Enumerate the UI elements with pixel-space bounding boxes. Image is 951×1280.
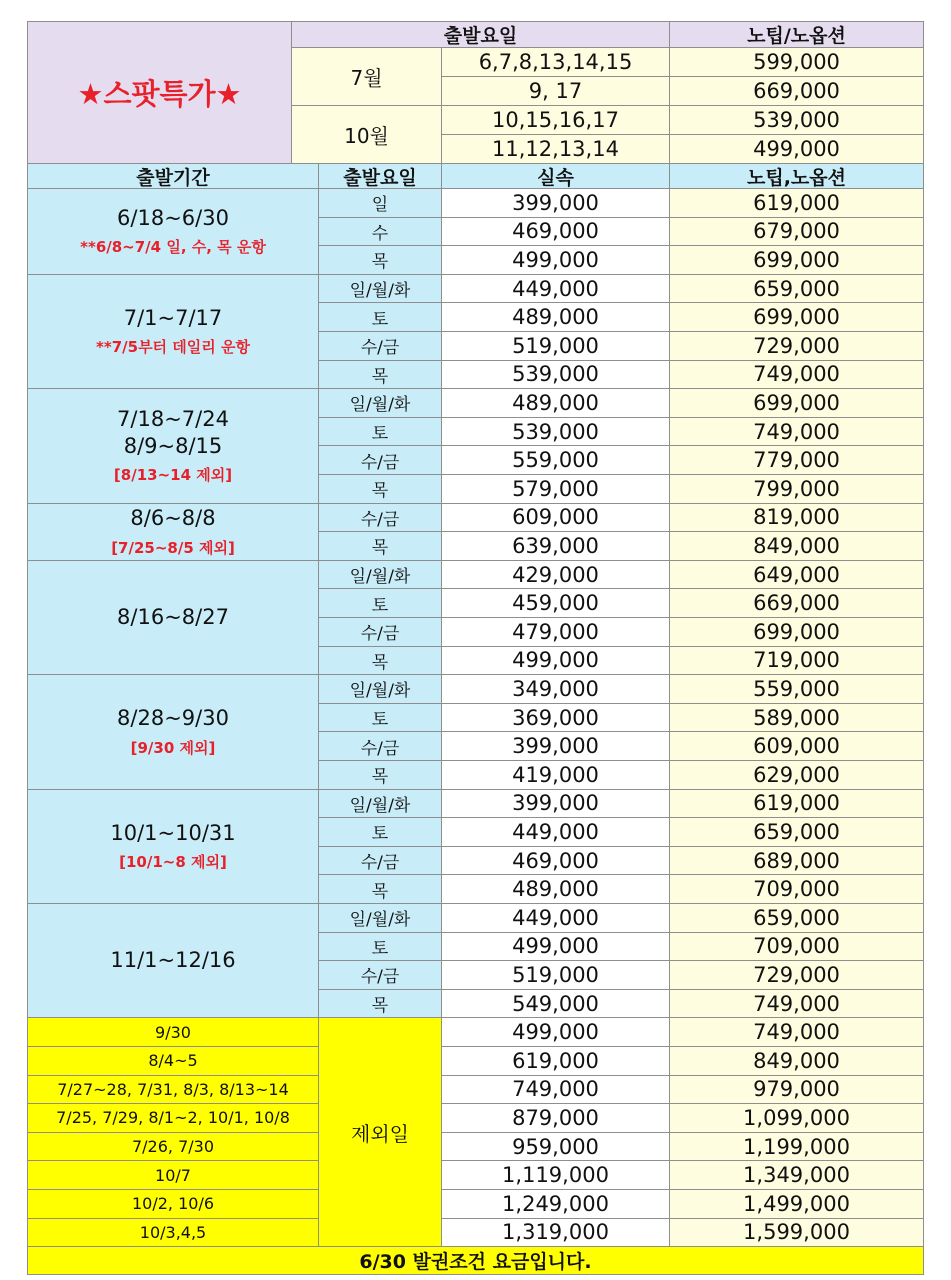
- standard-price: 449,000: [441, 817, 670, 847]
- no-tip-price: 749,000: [669, 417, 924, 447]
- weekday-cell: 수/금: [318, 846, 442, 876]
- no-tip-price: 799,000: [669, 474, 924, 504]
- no-tip-price: 609,000: [669, 731, 924, 761]
- standard-price: 1,119,000: [441, 1160, 670, 1190]
- no-tip-price: 749,000: [669, 1017, 924, 1047]
- no-tip-price: 749,000: [669, 360, 924, 390]
- standard-price: 419,000: [441, 760, 670, 790]
- no-tip-price: 699,000: [669, 617, 924, 647]
- weekday-cell: 목: [318, 874, 442, 904]
- standard-price: 639,000: [441, 531, 670, 561]
- no-tip-price: 629,000: [669, 760, 924, 790]
- excluded-dates: 8/4~5: [27, 1046, 319, 1076]
- standard-price: 519,000: [441, 960, 670, 990]
- excluded-dates: 7/26, 7/30: [27, 1132, 319, 1162]
- weekday-cell: 목: [318, 531, 442, 561]
- no-tip-price: 849,000: [669, 1046, 924, 1076]
- header-weekday: 출발요일: [318, 163, 442, 189]
- spot-price: 539,000: [669, 105, 924, 135]
- period-note: **6/8~7/4 일, 수, 목 운항: [80, 238, 266, 257]
- standard-price: 539,000: [441, 417, 670, 447]
- period-note: [7/25~8/5 제외]: [111, 538, 235, 557]
- standard-price: 349,000: [441, 674, 670, 704]
- standard-price: 469,000: [441, 217, 670, 247]
- no-tip-price: 659,000: [669, 903, 924, 933]
- standard-price: 609,000: [441, 503, 670, 533]
- period-range: 7/18~7/24: [117, 406, 229, 431]
- period-range: 8/28~9/30: [117, 706, 229, 731]
- spot-header-days: 출발요일: [291, 21, 670, 48]
- weekday-cell: 수/금: [318, 445, 442, 475]
- weekday-cell: 목: [318, 760, 442, 790]
- header-standard: 실속: [441, 163, 670, 189]
- no-tip-price: 1,499,000: [669, 1189, 924, 1219]
- weekday-cell: 토: [318, 703, 442, 733]
- weekday-cell: 일/월/화: [318, 560, 442, 590]
- period-range: 11/1~12/16: [110, 948, 236, 973]
- standard-price: 489,000: [441, 874, 670, 904]
- no-tip-price: 619,000: [669, 789, 924, 819]
- standard-price: 369,000: [441, 703, 670, 733]
- period-cell: [27, 789, 319, 904]
- no-tip-price: 699,000: [669, 245, 924, 275]
- weekday-cell: 일: [318, 188, 442, 218]
- weekday-cell: 목: [318, 989, 442, 1019]
- no-tip-price: 669,000: [669, 588, 924, 618]
- standard-price: 489,000: [441, 302, 670, 332]
- no-tip-price: 819,000: [669, 503, 924, 533]
- weekday-cell: 수/금: [318, 617, 442, 647]
- no-tip-price: 689,000: [669, 846, 924, 876]
- standard-price: 1,249,000: [441, 1189, 670, 1219]
- standard-price: 489,000: [441, 388, 670, 418]
- no-tip-price: 1,199,000: [669, 1132, 924, 1162]
- no-tip-price: 709,000: [669, 932, 924, 962]
- standard-price: 499,000: [441, 245, 670, 275]
- standard-price: 879,000: [441, 1103, 670, 1133]
- weekday-cell: 토: [318, 417, 442, 447]
- no-tip-price: 559,000: [669, 674, 924, 704]
- excluded-dates: 10/2, 10/6: [27, 1189, 319, 1219]
- no-tip-price: 1,599,000: [669, 1218, 924, 1248]
- excluded-label: 제외일: [318, 1017, 442, 1247]
- weekday-cell: 토: [318, 302, 442, 332]
- header-period: 출발기간: [27, 163, 319, 189]
- period-cell: [27, 903, 319, 1018]
- period-cell: [27, 188, 319, 275]
- spot-special-title: ★스팟특가★: [27, 21, 292, 164]
- excluded-dates: 10/3,4,5: [27, 1218, 319, 1248]
- standard-price: 549,000: [441, 989, 670, 1019]
- footer-note: 6/30 발권조건 요금입니다.: [27, 1246, 924, 1275]
- period-range: 8/9~8/15: [123, 434, 223, 459]
- no-tip-price: 709,000: [669, 874, 924, 904]
- weekday-cell: 토: [318, 817, 442, 847]
- weekday-cell: 목: [318, 646, 442, 676]
- period-range: 7/1~7/17: [123, 306, 223, 331]
- weekday-cell: 토: [318, 932, 442, 962]
- period-note: **7/5부터 데일리 운항: [96, 338, 250, 357]
- no-tip-price: 659,000: [669, 817, 924, 847]
- spot-days: 10,15,16,17: [441, 105, 670, 135]
- period-note: [8/13~14 제외]: [113, 466, 233, 485]
- period-range: 10/1~10/31: [110, 820, 236, 845]
- period-range: 6/18~6/30: [117, 206, 229, 230]
- no-tip-price: 979,000: [669, 1075, 924, 1105]
- weekday-cell: 수/금: [318, 731, 442, 761]
- weekday-cell: 일/월/화: [318, 903, 442, 933]
- period-cell: [27, 560, 319, 675]
- weekday-cell: 일/월/화: [318, 674, 442, 704]
- no-tip-price: 619,000: [669, 188, 924, 218]
- weekday-cell: 목: [318, 474, 442, 504]
- no-tip-price: 779,000: [669, 445, 924, 475]
- weekday-cell: 수: [318, 217, 442, 247]
- weekday-cell: 수/금: [318, 960, 442, 990]
- standard-price: 399,000: [441, 789, 670, 819]
- no-tip-price: 649,000: [669, 560, 924, 590]
- excluded-dates: 9/30: [27, 1017, 319, 1047]
- spot-price: 669,000: [669, 76, 924, 106]
- period-cell: [27, 674, 319, 789]
- standard-price: 749,000: [441, 1075, 670, 1105]
- no-tip-price: 659,000: [669, 274, 924, 304]
- no-tip-price: 1,349,000: [669, 1160, 924, 1190]
- weekday-cell: 수/금: [318, 503, 442, 533]
- excluded-dates: 7/27~28, 7/31, 8/3, 8/13~14: [27, 1075, 319, 1105]
- spot-days: 6,7,8,13,14,15: [441, 47, 670, 77]
- period-range: 8/16~8/27: [117, 604, 229, 629]
- standard-price: 449,000: [441, 903, 670, 933]
- period-cell: [27, 503, 319, 561]
- period-note: [9/30 제외]: [130, 738, 216, 757]
- standard-price: 559,000: [441, 445, 670, 475]
- weekday-cell: 목: [318, 360, 442, 390]
- spot-header-price: 노팁/노옵션: [669, 21, 924, 48]
- period-note: [10/1~8 제외]: [119, 853, 227, 872]
- standard-price: 499,000: [441, 1017, 670, 1047]
- standard-price: 429,000: [441, 560, 670, 590]
- weekday-cell: 수/금: [318, 331, 442, 361]
- spot-price: 599,000: [669, 47, 924, 77]
- spot-price: 499,000: [669, 134, 924, 164]
- no-tip-price: 699,000: [669, 302, 924, 332]
- standard-price: 399,000: [441, 731, 670, 761]
- spot-month: 10월: [291, 105, 442, 164]
- standard-price: 579,000: [441, 474, 670, 504]
- standard-price: 539,000: [441, 360, 670, 390]
- no-tip-price: 699,000: [669, 388, 924, 418]
- standard-price: 469,000: [441, 846, 670, 876]
- standard-price: 499,000: [441, 646, 670, 676]
- standard-price: 479,000: [441, 617, 670, 647]
- period-range: 8/6~8/8: [130, 506, 216, 531]
- period-cell: [27, 274, 319, 389]
- weekday-cell: 목: [318, 245, 442, 275]
- no-tip-price: 1,099,000: [669, 1103, 924, 1133]
- no-tip-price: 679,000: [669, 217, 924, 247]
- standard-price: 519,000: [441, 331, 670, 361]
- standard-price: 399,000: [441, 188, 670, 218]
- no-tip-price: 849,000: [669, 531, 924, 561]
- no-tip-price: 729,000: [669, 331, 924, 361]
- excluded-dates: 10/7: [27, 1160, 319, 1190]
- spot-month: 7월: [291, 47, 442, 106]
- weekday-cell: 일/월/화: [318, 388, 442, 418]
- weekday-cell: 일/월/화: [318, 274, 442, 304]
- weekday-cell: 일/월/화: [318, 789, 442, 819]
- standard-price: 459,000: [441, 588, 670, 618]
- spot-days: 11,12,13,14: [441, 134, 670, 164]
- no-tip-price: 719,000: [669, 646, 924, 676]
- no-tip-price: 729,000: [669, 960, 924, 990]
- spot-days: 9, 17: [441, 76, 670, 106]
- standard-price: 959,000: [441, 1132, 670, 1162]
- no-tip-price: 589,000: [669, 703, 924, 733]
- excluded-dates: 7/25, 7/29, 8/1~2, 10/1, 10/8: [27, 1103, 319, 1133]
- weekday-cell: 토: [318, 588, 442, 618]
- standard-price: 499,000: [441, 932, 670, 962]
- standard-price: 449,000: [441, 274, 670, 304]
- period-cell: [27, 388, 319, 503]
- header-no-tip: 노팁,노옵션: [669, 163, 924, 189]
- standard-price: 1,319,000: [441, 1218, 670, 1248]
- no-tip-price: 749,000: [669, 989, 924, 1019]
- standard-price: 619,000: [441, 1046, 670, 1076]
